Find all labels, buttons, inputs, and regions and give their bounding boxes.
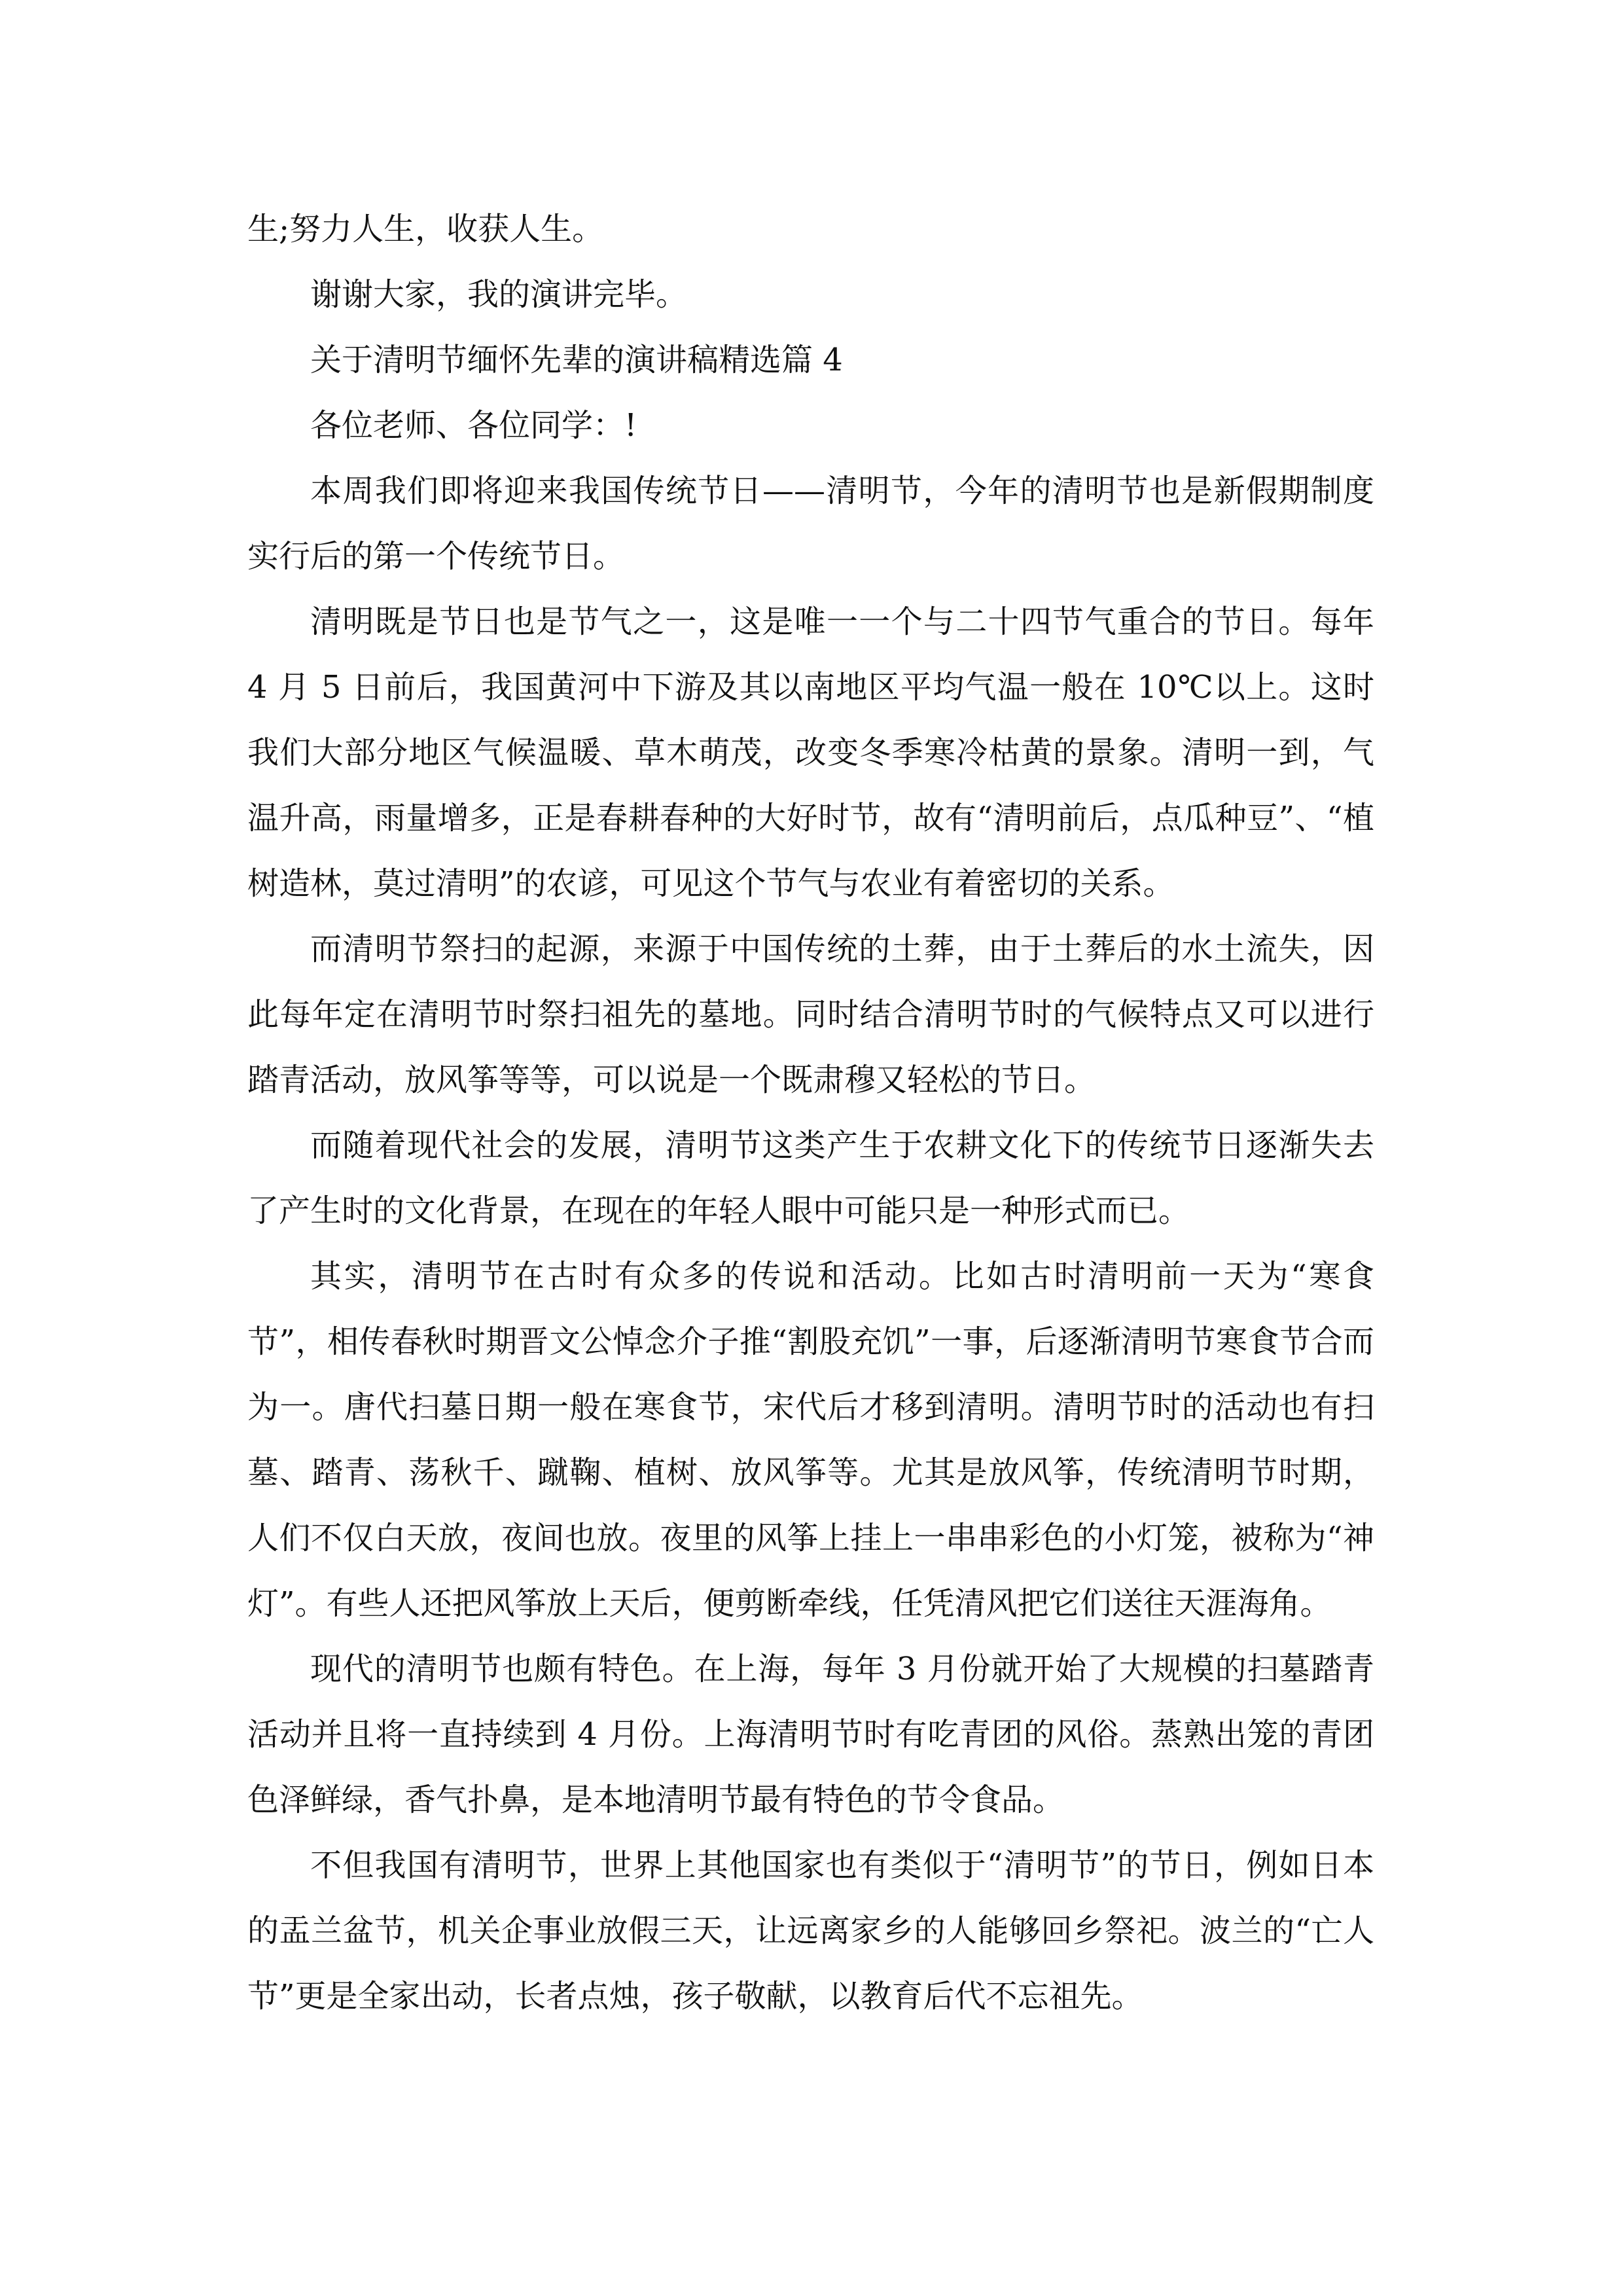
paragraph-closing-line: 生;努力人生，收获人生。 [247,211,604,247]
paragraph-thanks: 谢谢大家，我的演讲完毕。 [310,276,688,313]
paragraph-other-countries: 不但我国有清明节，世界上其他国家也有类似于“清明节”的节日，例如日本的盂兰盆节，机关企事业放假三天，让远离家乡的人能够回乡祭祀。波兰的“亡人节”更是全家出动，长者点烛，孩子敬献，以教育后代不忘祖先。 [247,1847,1374,2015]
paragraph-intro: 本周我们即将迎来我国传统节日——清明节，今年的清明节也是新假期制度实行后的第一个传统节日。 [247,473,1374,575]
salutation: 各位老师、各位同学：! [310,407,637,444]
paragraph-modern-society: 而随着现代社会的发展，清明节这类产生于农耕文化下的传统节日逐渐失去了产生时的文化背景，在现在的年轻人眼中可能只是一种形式而已。 [247,1127,1374,1229]
paragraph-shanghai: 现代的清明节也颇有特色。在上海，每年 3 月份就开始了大规模的扫墓踏青活动并且将一直持续到 4 月份。上海清明节时有吃青团的风俗。蒸熟出笼的青团色泽鲜绿，香气扑鼻，是本地清明节最有特色的节令食品。 [247,1651,1374,1818]
document-body [247,196,1374,2029]
section-title: 关于清明节缅怀先辈的演讲稿精选篇 4 [310,342,843,378]
paragraph-origin: 而清明节祭扫的起源，来源于中国传统的土葬，由于土葬后的水土流失，因此每年定在清明节时祭扫祖先的墓地。同时结合清明节时的气候特点又可以进行踏青活动，放风筝等等，可以说是一个既肃穆又轻松的节日。 [247,931,1374,1098]
paragraph-ancient-customs: 其实，清明节在古时有众多的传说和活动。比如古时清明前一天为“寒食节”，相传春秋时期晋文公悼念介子推“割股充饥”一事，后逐渐清明节寒食节合而为一。唐代扫墓日期一般在寒食节，宋代后才移到清明。清明节时的活动也有扫墓、踏青、荡秋千、蹴鞠、植树、放风筝等。尤其是放风筝，传统清明节时期，人们不仅白天放，夜间也放。夜里的风筝上挂上一串串彩色的小灯笼，被称为“神灯”。有些人还把风筝放上天后，便剪断牵线，任凭清风把它们送往天涯海角。 [247,1258,1374,1622]
paragraph-solar-term: 清明既是节日也是节气之一，这是唯一一个与二十四节气重合的节日。每年 4 月 5 日前后，我国黄河中下游及其以南地区平均气温一般在 10℃以上。这时我们大部分地区气候温暖、草木萌茂，改变冬季寒冷枯黄的景象。清明一到，气温升高，雨量增多，正是春耕春种的大好时节，故有“清明前后，点瓜种豆”、“植树造林，莫过清明”的农谚，可见这个节气与农业有着密切的关系。 [247,603,1374,902]
